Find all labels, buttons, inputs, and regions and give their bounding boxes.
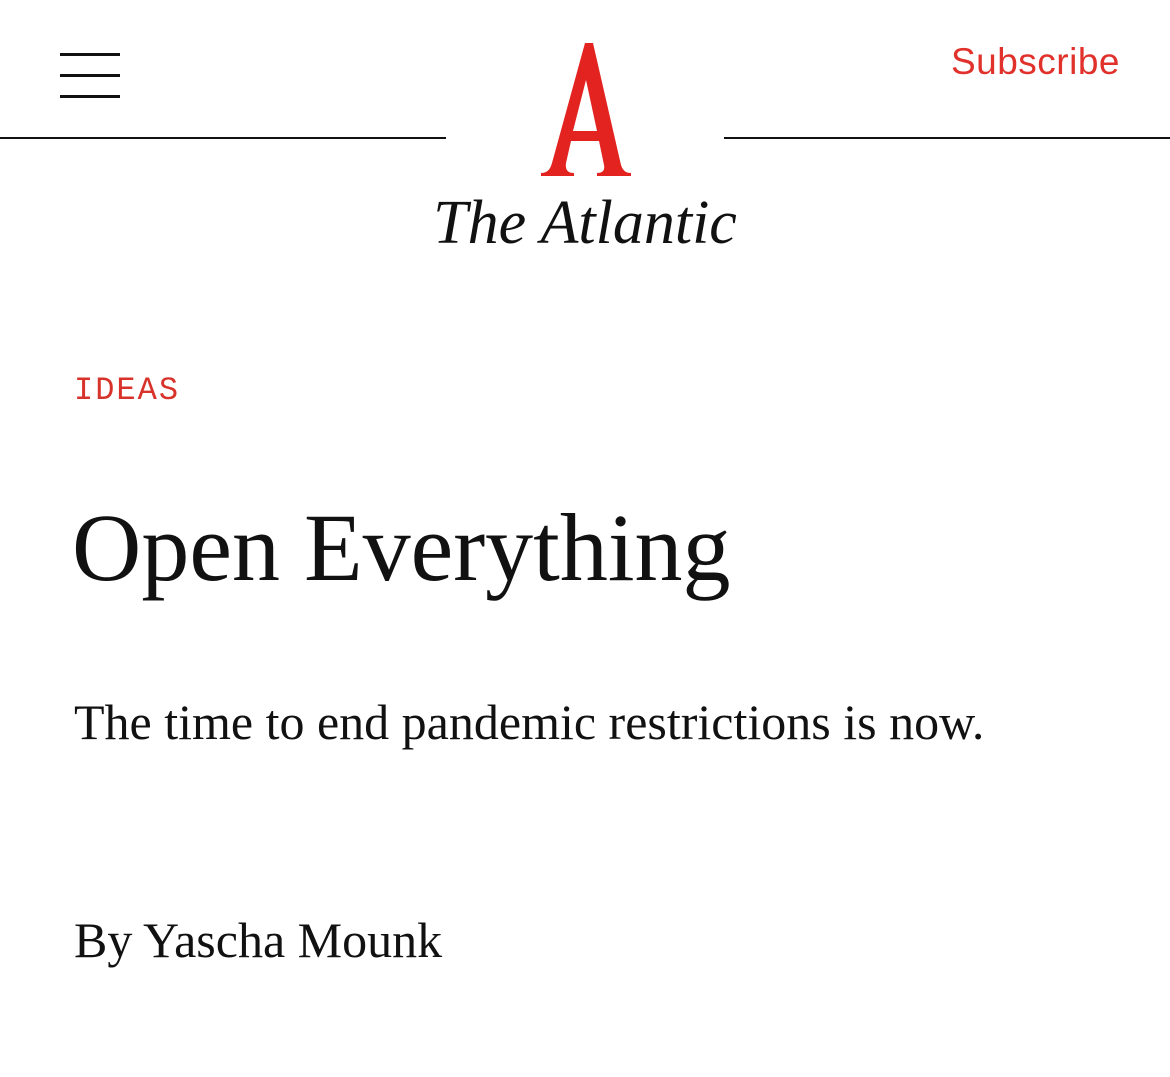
section-label[interactable]: IDEAS <box>74 372 181 409</box>
hamburger-menu-icon-bar <box>60 95 120 98</box>
byline-prefix: By <box>74 912 133 968</box>
article-dek: The time to end pandemic restrictions is now. <box>74 694 985 750</box>
header-divider-left <box>0 137 446 139</box>
hamburger-menu-icon <box>60 53 120 56</box>
atlantic-logo-icon[interactable] <box>541 43 631 176</box>
subscribe-link[interactable]: Subscribe <box>950 41 1120 82</box>
article-headline: Open Everything <box>72 494 731 601</box>
hamburger-menu-icon-bar <box>60 74 120 77</box>
byline <box>74 900 442 980</box>
header-divider-right <box>724 137 1170 139</box>
menu-button[interactable] <box>52 44 128 112</box>
atlantic-wordmark[interactable]: The Atlantic <box>433 189 737 257</box>
author-link[interactable]: Yascha Mounk <box>143 912 443 968</box>
